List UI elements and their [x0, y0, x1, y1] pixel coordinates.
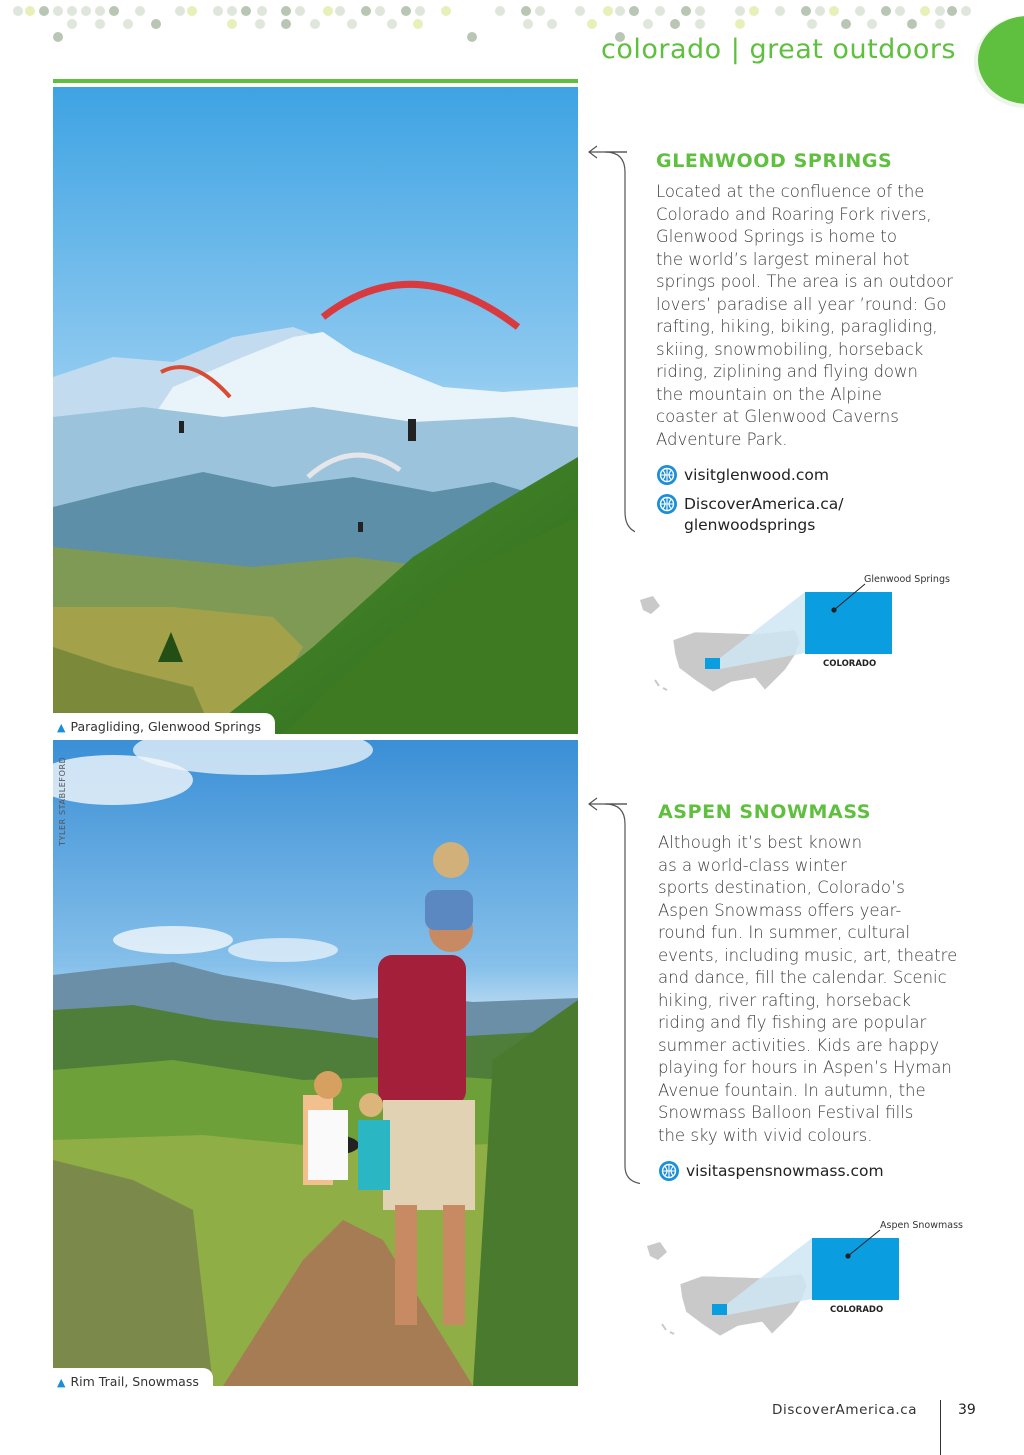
locator-map-aspen-snowmass — [642, 1216, 977, 1356]
map-location-label: Aspen Snowmass — [880, 1220, 963, 1231]
section-title-glenwood-springs: GLENWOOD SPRINGS — [656, 150, 893, 172]
page-header-title: colorado | great outdoors — [601, 34, 956, 65]
photo-paragliding — [53, 87, 578, 734]
colorado-state-highlight — [712, 1304, 727, 1315]
link-discoveramerica-glenwood[interactable]: DiscoverAmerica.ca/ glenwoodsprings — [656, 494, 844, 536]
photo-rim-trail — [53, 740, 578, 1386]
section-bracket-arrow — [585, 794, 640, 1189]
section-body-glenwood-springs: Located at the confluence of the Colorado and Roaring Fork rivers, Glenwood Springs is home to the world’s largest mineral hot springs pool. The area is an outdoor lovers’ paradise all year ’round: Go rafting, hiking, biking, paragliding, skiing, snowmobiling, horseback riding, ziplining and flying down the mountain on the Alpine coaster at Glenwood Caverns Adventure Park. — [656, 182, 954, 449]
section-title-aspen-snowmass: ASPEN SNOWMASS — [658, 801, 872, 823]
link-visitaspensnowmass[interactable]: visitaspensnowmass.com — [658, 1161, 884, 1182]
triangle-up-icon: ▲ — [57, 1376, 66, 1389]
link-visitglenwood[interactable]: visitglenwood.com — [656, 465, 829, 486]
colorado-state-highlight — [705, 658, 720, 669]
section-body-aspen-snowmass: Although it’s best known as a world-class winter sports destination, Colorado’s Aspen Snowmass offers year- round fun. In summer, cultural events, including music, art, theatre and dance, fill the calendar. Scenic hiking, river rafting, horseback riding and fly fishing are popular summer activities. Kids are happy playing for hours in Aspen’s Hyman Avenue fountain. In autumn, the Snowmass Balloon Festival fills the sky with vivid colours. — [658, 833, 958, 1145]
page-number: 39 — [958, 1402, 976, 1418]
footer-site-name: DiscoverAmerica.ca — [772, 1402, 918, 1418]
colorado-state-enlarged — [812, 1238, 899, 1300]
photo-credit: TYLER STABLEFORD — [58, 756, 67, 846]
photo-caption: ▲ Paragliding, Glenwood Springs — [53, 713, 275, 740]
map-state-label: COLORADO — [823, 659, 877, 669]
globe-icon — [658, 1160, 680, 1182]
map-state-label: COLORADO — [830, 1305, 884, 1315]
triangle-up-icon: ▲ — [57, 721, 66, 734]
footer-divider — [940, 1400, 941, 1455]
globe-icon — [656, 464, 678, 486]
section-bracket-arrow — [585, 142, 635, 542]
colorado-state-enlarged — [805, 592, 892, 654]
map-location-label: Glenwood Springs — [864, 574, 950, 585]
locator-map-glenwood-springs — [635, 570, 965, 710]
photo-caption: ▲ Rim Trail, Snowmass — [53, 1368, 213, 1395]
header-rule — [53, 79, 578, 83]
globe-icon — [656, 493, 678, 515]
